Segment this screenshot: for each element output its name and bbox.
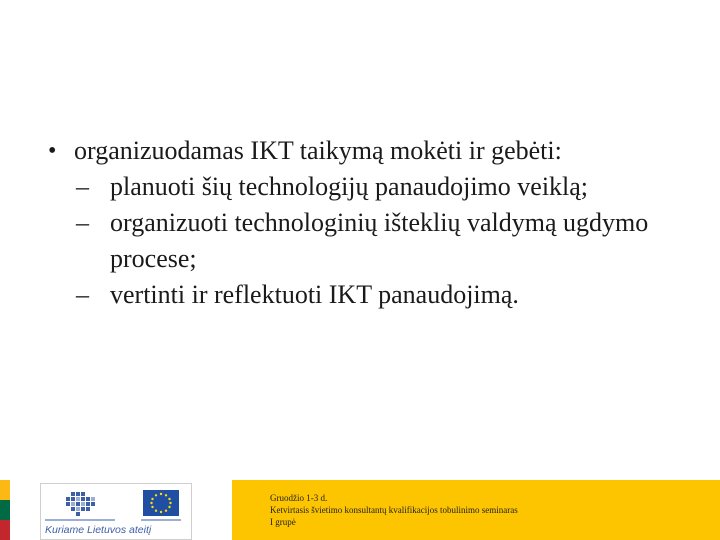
sub-item-3 xyxy=(48,277,698,313)
bullet-dot: • xyxy=(48,138,57,164)
flag-stripe-red xyxy=(0,520,10,540)
footer-date: Gruodžio 1-3 d. xyxy=(270,493,328,503)
sub-item-2 xyxy=(48,205,698,277)
footer-caption xyxy=(270,492,518,528)
sub-item-text: vertinti ir reflektuoti IKT panaudojimą. xyxy=(110,280,519,309)
dash-marker: – xyxy=(76,208,89,237)
lithuanian-flag-stripes xyxy=(0,480,10,540)
logo-slogan: Kuriame Lietuvos ateitį xyxy=(45,524,152,536)
sub-item-text: organizuoti technologinių išteklių valdymą ugdymo procese; xyxy=(110,208,649,273)
footer-seminar: Ketvirtasis švietimo konsultantų kvalifikacijos tobulinimo seminaras xyxy=(270,505,518,515)
logo-area xyxy=(10,480,232,540)
sub-item-text: planuoti šių technologijų panaudojimo veiklą; xyxy=(110,172,589,201)
sub-item-1 xyxy=(48,169,698,205)
slide-content xyxy=(48,133,698,313)
footer-bar xyxy=(0,480,720,540)
ministry-and-eu-logos-icon xyxy=(41,484,191,528)
main-bullet-text: organizuodamas IKT taikymą mokėti ir gebėti: xyxy=(74,136,562,165)
flag-stripe-green xyxy=(0,500,10,520)
footer-group: I grupė xyxy=(270,517,296,527)
dash-marker: – xyxy=(76,172,89,201)
main-bullet xyxy=(48,133,698,169)
footer-yellow-panel xyxy=(232,480,720,540)
dash-marker: – xyxy=(76,280,89,309)
sponsor-logo xyxy=(40,483,192,540)
flag-stripe-yellow xyxy=(0,480,10,500)
